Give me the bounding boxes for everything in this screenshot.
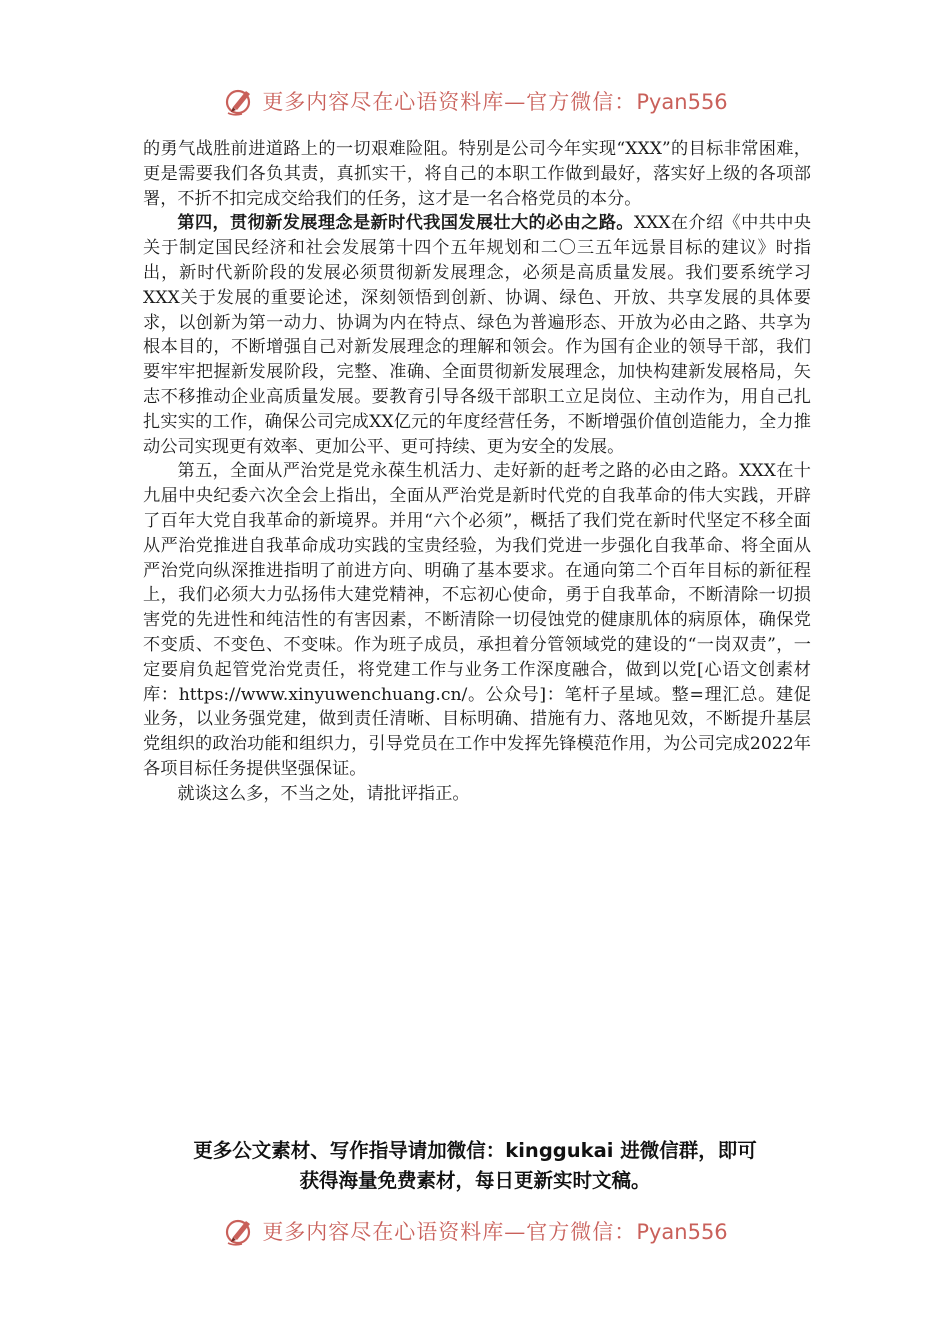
paragraph-heading: 第四，贯彻新发展理念是新时代我国发展壮大的必由之路。 (177, 213, 634, 234)
paragraph-continued: 的勇气战胜前进道路上的一切艰难险阻。特别是公司今年实现“XXX”的目标非常困难，更是需要我们各负其责，真抓实干，将自己的本职工作做到最好，落实好上级的各项部署，不折不扣完成交给我们的任务，这才是一名合格党员的本分。 (143, 139, 811, 209)
header-banner (0, 76, 950, 126)
banner-label: 更多内容尽在心语资料库—官方微信： (262, 1220, 637, 1244)
document-body (143, 137, 811, 807)
banner-text (262, 1216, 727, 1246)
paragraph-fourth-point (143, 211, 811, 459)
banner-wechat-id: Pyan556 (636, 1220, 728, 1244)
footer-promo-line1: 更多公文素材、写作指导请加微信：kinggukai 进微信群，即可 (193, 1139, 757, 1162)
paragraph-fifth-point: 第五，全面从严治党是党永葆生机活力、走好新的赶考之路的必由之路。XXX在十九届中央纪委六次全会上指出，全面从严治党是新时代党的自我革命的伟大实践，开辟了百年大党自我革命的新境界。并用“六个必须”，概括了我们党在新时代坚定不移全面从严治党推进自我革命成功实践的宝贵经验，为我们党进一步强化自我革命、将全面从严治党向纵深推进指明了前进方向、明确了基本要求。在通向第二个百年目标的新征程上，我们必须大力弘扬伟大建党精神，不忘初心使命，勇于自我革命，不断清除一切损害党的先进性和纯洁性的有害因素，不断清除一切侵蚀党的健康肌体的病原体，确保党不变质、不变色、不变味。作为班子成员，承担着分管领域党的建设的“一岗双责”，一定要肩负起管党治党责任，将党建工作与业务工作深度融合，做到以党[心语文创素材库：https://www.xinyuwenchuang.cn/。公众号]：笔杆子星域。整=理汇总。建促业务，以业务强党建，做到责任清晰、目标明确、措施有力、落地见效，不断提升基层党组织的政治功能和组织力，引导党员在工作中发挥先锋模范作用，为公司完成2022年各项目标任务提供坚强保证。 (143, 461, 811, 779)
banner-wechat-id: Pyan556 (636, 90, 728, 114)
footer-banner (0, 1206, 950, 1256)
footer-promo (120, 1136, 830, 1196)
banner-label: 更多内容尽在心语资料库—官方微信： (262, 90, 637, 114)
footer-promo-line2: 获得海量免费素材，每日更新实时文稿。 (299, 1169, 651, 1192)
pen-logo-icon (222, 83, 258, 119)
paragraph-closing: 就谈这么多，不当之处，请批评指正。 (177, 783, 470, 804)
pen-logo-icon (222, 1213, 258, 1249)
paragraph-text: XXX在介绍《中共中央关于制定国民经济和社会发展第十四个五年规划和二〇三五年远景目标的建议》时指出，新时代新阶段的发展必须贯彻新发展理念，必须是高质量发展。我们要系统学习XXX关于发展的重要论述，深刻领悟到创新、协调、绿色、开放、共享发展的具体要求，以创新为第一动力、协调为内在特点、绿色为普遍形态、开放为必由之路、共享为根本目的，不断增强自己对新发展理念的理解和领会。作为国有企业的领导干部，我们要牢牢把握新发展阶段，完整、准确、全面贯彻新发展理念，加快构建新发展格局，矢志不移推动企业高质量发展。要教育引导各级干部职工立足岗位、主动作为，用自己扎扎实实的工作，确保公司完成XX亿元的年度经营任务，不断增强价值创造能力，全力推动公司实现更有效率、更加公平、更可持续、更为安全的发展。 (143, 213, 811, 457)
banner-text (262, 86, 727, 116)
